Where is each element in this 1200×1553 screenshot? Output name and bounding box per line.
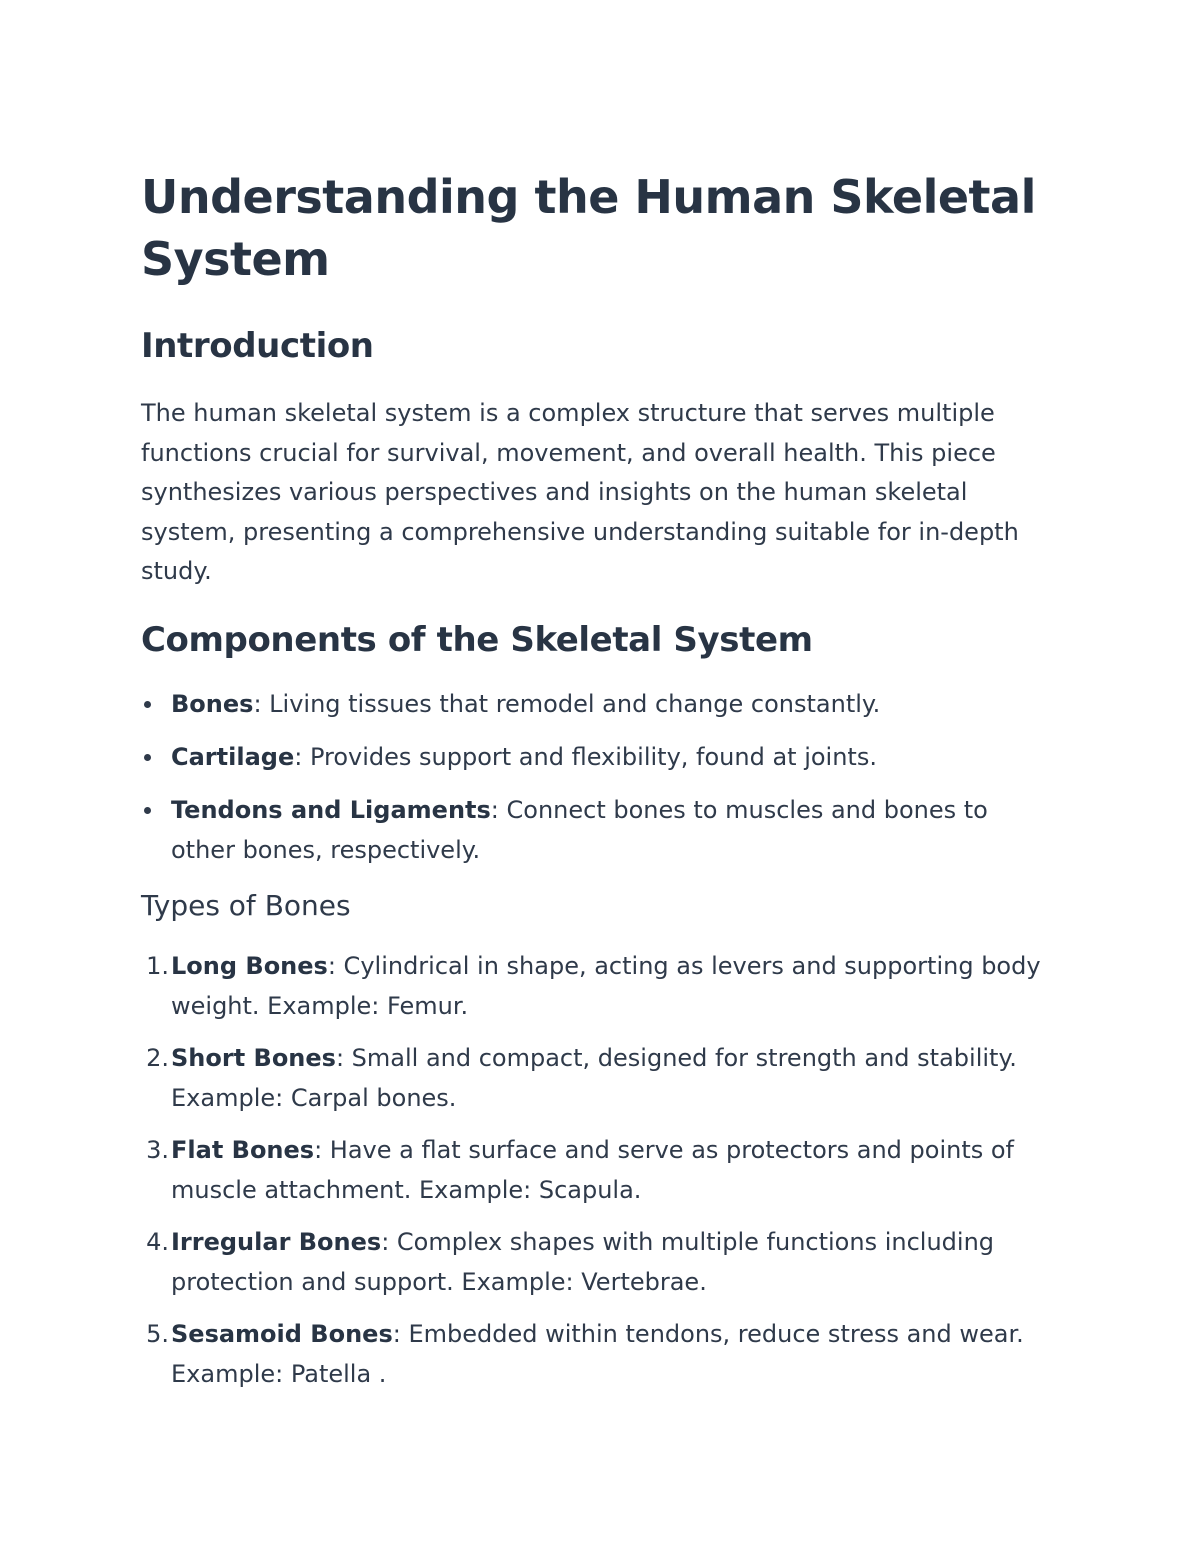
item-number: 5. — [146, 1319, 169, 1348]
item-description: : Embedded within tendons, reduce stress and wear. Example: Patella . — [171, 1319, 1024, 1388]
item-description: : Cylindrical in shape, acting as levers and supporting body weight. Example: Femur. — [171, 951, 1041, 1020]
item-term: Long Bones — [171, 951, 328, 980]
components-heading: Components of the Skeletal System — [141, 619, 813, 660]
item-description: : Connect bones to muscles and bones to other bones, respectively. — [171, 795, 988, 864]
list-item — [141, 1038, 1051, 1118]
types-heading: Types of Bones — [141, 888, 351, 922]
item-description: : Provides support and flexibility, found at joints. — [294, 742, 877, 771]
list-item — [141, 946, 1051, 1026]
item-term: Irregular Bones — [171, 1227, 382, 1256]
bullet-icon — [144, 754, 151, 761]
introduction-paragraph: The human skeletal system is a complex structure that serves multiple functions crucial for survival, movement, and overall health. This piece synthesizes various perspectives and insights on the human skeletal system, presenting a comprehensive understanding suitable for in-depth study. — [141, 399, 1019, 585]
item-number: 3. — [146, 1135, 169, 1164]
list-item — [141, 1130, 1051, 1210]
bullet-icon — [144, 807, 151, 814]
list-item — [141, 684, 1051, 724]
list-item — [141, 790, 1051, 870]
item-term: Short Bones — [171, 1043, 336, 1072]
list-item — [141, 1314, 1051, 1394]
document-title: Understanding the Human Skeletal System — [141, 170, 1036, 286]
item-description: : Living tissues that remodel and change constantly. — [253, 689, 881, 718]
item-term: Flat Bones — [171, 1135, 315, 1164]
introduction-heading: Introduction — [141, 326, 374, 366]
list-item — [141, 1222, 1051, 1302]
item-term: Bones — [171, 689, 254, 718]
item-number: 1. — [146, 951, 169, 980]
document-page — [141, 166, 1051, 1406]
item-term: Sesamoid Bones — [171, 1319, 393, 1348]
item-description: : Have a flat surface and serve as protectors and points of muscle attachment. Example: Scapula. — [171, 1135, 1015, 1204]
item-number: 4. — [146, 1227, 169, 1256]
item-term: Cartilage — [171, 742, 295, 771]
components-list — [141, 684, 1051, 870]
item-description: : Small and compact, designed for strength and stability. Example: Carpal bones. — [171, 1043, 1017, 1112]
item-description: : Complex shapes with multiple functions including protection and support. Example: Vertebrae. — [171, 1227, 995, 1296]
list-item — [141, 737, 1051, 777]
item-number: 2. — [146, 1043, 169, 1072]
bone-types-list — [141, 946, 1051, 1394]
item-term: Tendons and Ligaments — [171, 795, 491, 824]
bullet-icon — [144, 701, 151, 708]
